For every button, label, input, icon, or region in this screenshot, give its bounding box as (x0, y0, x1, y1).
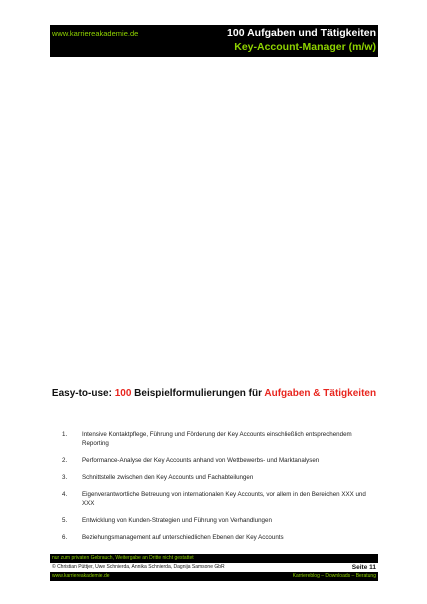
footer-copyright: © Christian Püttjer, Uwe Schnierda, Annika Schnierda, Dagnija Samsone GbR (52, 564, 225, 570)
item-number: 3. (62, 474, 68, 481)
task-list (62, 430, 372, 550)
footer-usage-note: nur zum privaten Gebrauch, Weitergabe an Dritte nicht gestattet (52, 555, 194, 561)
page-header (50, 25, 378, 57)
item-text: Performance-Analyse der Key Accounts anhand von Wettbewerbs- und Marktanalysen (82, 457, 320, 464)
item-text: Beziehungsmanagement auf unterschiedlichen Ebenen der Key Accounts (82, 534, 284, 541)
page-number: Seite 11 (351, 564, 376, 571)
headline-prefix: Easy-to-use: (51, 388, 115, 399)
list-item (62, 456, 372, 465)
headline-count: 100 (114, 388, 132, 399)
footer-usage-bar (50, 554, 378, 563)
footer-links[interactable]: Karriereblog – Downloads – Beratung (292, 573, 376, 579)
list-item (62, 430, 372, 448)
item-number: 2. (62, 457, 68, 464)
item-text: Schnittstelle zwischen den Key Accounts und Fachabteilungen (82, 474, 254, 481)
item-text: Entwicklung von Kunden-Strategien und Führung von Verhandlungen (82, 517, 272, 524)
item-number: 6. (62, 534, 68, 541)
footer-copyright-row (50, 563, 378, 572)
header-title: 100 Aufgaben und Tätigkeiten (227, 27, 376, 39)
header-subtitle: Key-Account-Manager (m/w) (234, 41, 376, 53)
item-text: Intensive Kontaktpflege, Führung und Förderung der Key Accounts einschließlich entsprechendem Reporting (82, 431, 352, 447)
item-text: Eigenverantwortliche Betreuung von internationalen Key Accounts, vor allem in den Bereichen XXX und XXX (82, 491, 366, 507)
headline-middle: Beispielformulierungen für (131, 388, 265, 399)
section-headline (50, 388, 378, 399)
item-number: 4. (62, 491, 68, 498)
header-site-link[interactable]: www.karriereakademie.de (52, 29, 139, 38)
list-item (62, 533, 372, 542)
list-item (62, 473, 372, 482)
footer-links-bar (50, 572, 378, 581)
headline-highlight: Aufgaben & Tätigkeiten (264, 388, 377, 399)
footer-site-link[interactable]: www.karriereakademie.de (52, 573, 110, 579)
item-number: 5. (62, 517, 68, 524)
item-number: 1. (62, 431, 68, 438)
list-item (62, 516, 372, 525)
list-item (62, 490, 372, 508)
